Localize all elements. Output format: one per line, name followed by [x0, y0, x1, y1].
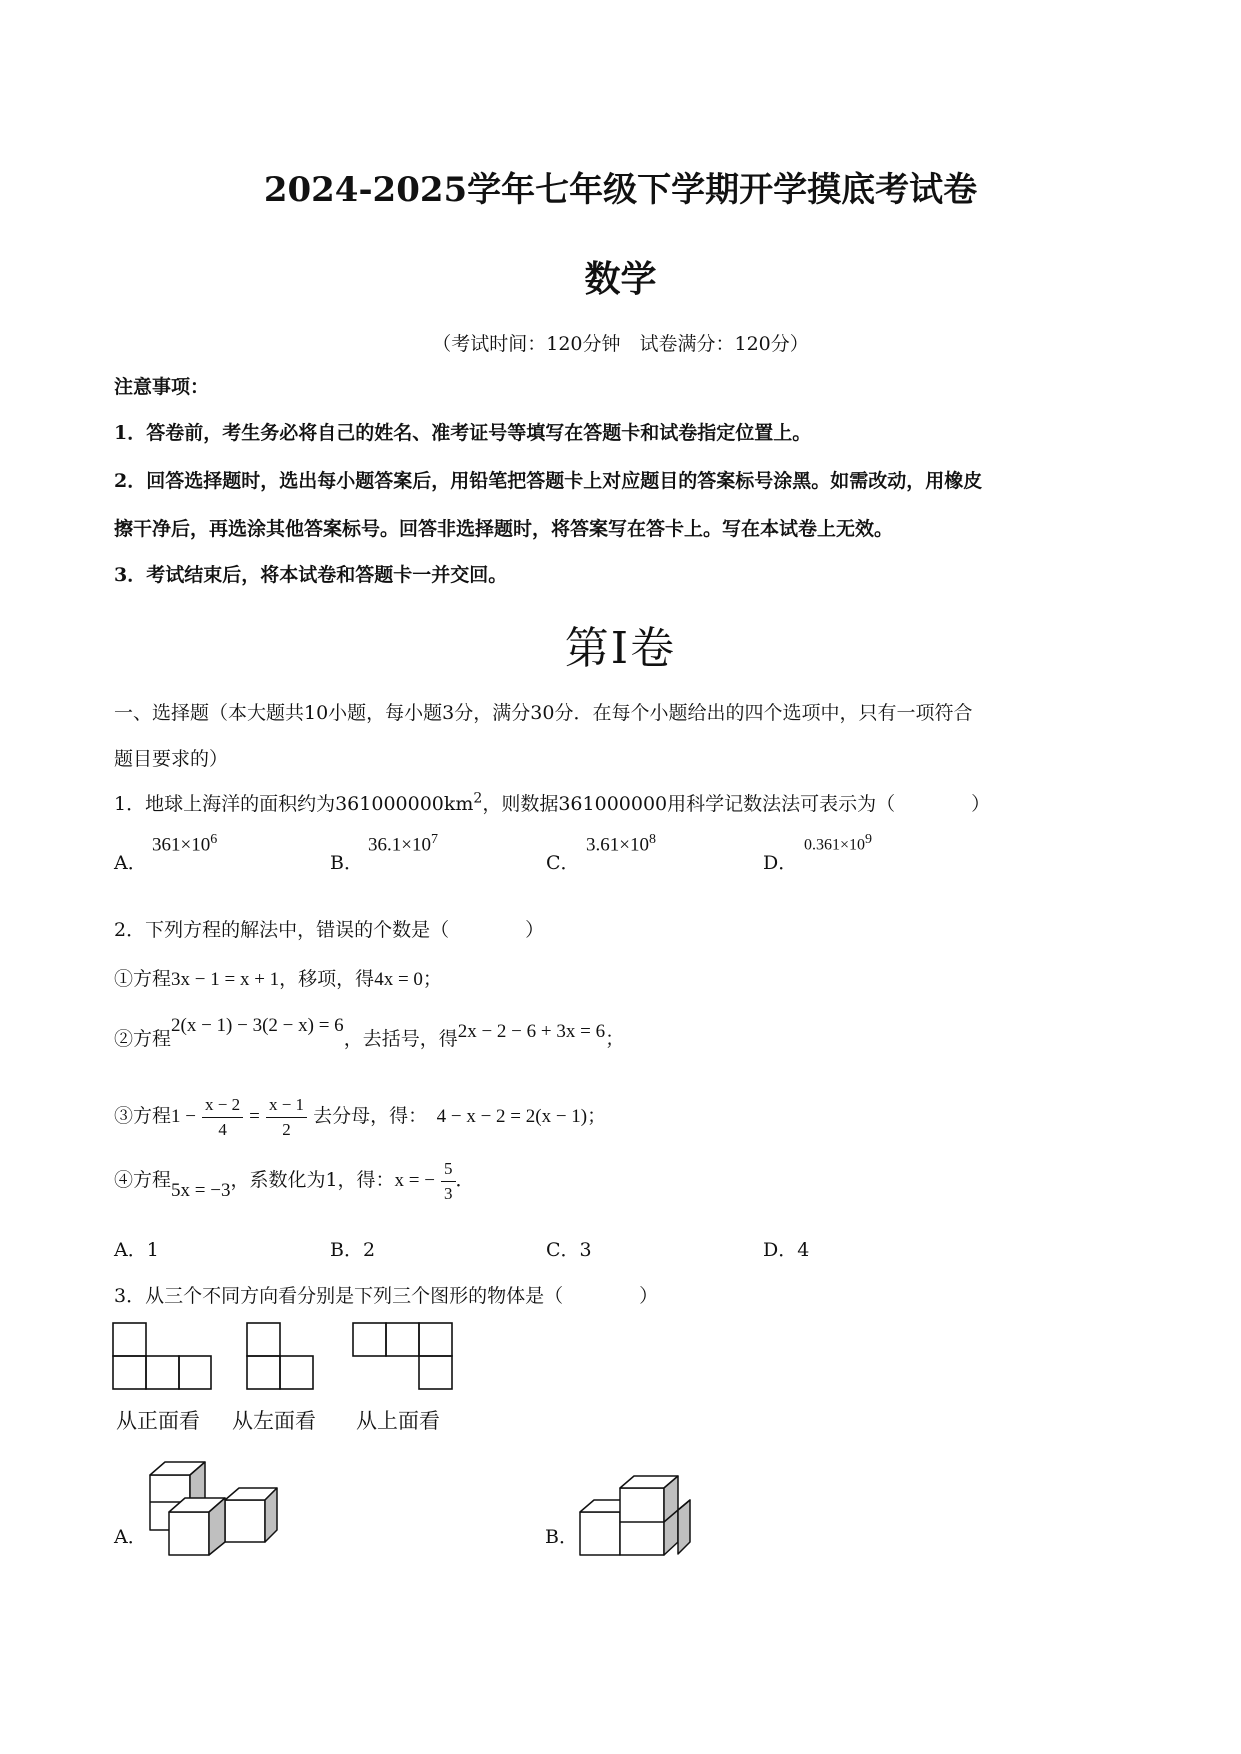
notice-item-2: 2．回答选择题时，选出每小题答案后，用铅笔把答题卡上对应题目的答案标号涂黑。如需改动，用橡皮	[114, 470, 983, 492]
q2-option-c[interactable]: C．3	[546, 1239, 592, 1261]
notice-heading: 注意事项：	[114, 376, 210, 398]
top-view-label: 从上面看	[356, 1409, 440, 1433]
q3-option-b[interactable]: B．	[545, 1526, 578, 1548]
q2-stem: 2．下列方程的解法中，错误的个数是（ ）	[114, 919, 545, 941]
exam-title: 2024-2025学年七年级下学期开学摸底考试卷	[263, 170, 978, 210]
q3-stem: 3．从三个不同方向看分别是下列三个图形的物体是（ ）	[114, 1285, 659, 1307]
q1-option-a-value: $361\times 10^6$	[152, 832, 218, 856]
exam-time-info: （考试时间：120分钟 试卷满分：120分）	[432, 333, 809, 355]
q2-option-d[interactable]: D．4	[763, 1239, 810, 1261]
q2-item-3-fraction-1: $\frac{x - 2}{4}$	[202, 1093, 243, 1142]
q1-stem: 1．地球上海洋的面积约为$361000000km^2$，则数据361000000用科学记数法法可表示为（ ）	[114, 790, 991, 815]
q1-option-c[interactable]: C．	[546, 852, 580, 874]
notice-item-1: 1．答卷前，考生务必将自己的姓名、准考证号等填写在答题卡和试卷指定位置上。	[114, 422, 812, 444]
q2-option-a[interactable]: A．1	[114, 1239, 159, 1261]
q2-item-3-fraction-2: $\frac{x - 1}{2}$	[266, 1093, 307, 1142]
q1-option-c-value: $3.61\times 10^8$	[586, 832, 656, 856]
q3-option-a[interactable]: A．	[114, 1526, 147, 1548]
volume-title: 第Ⅰ卷	[564, 623, 677, 674]
left-view-label: 从左面看	[232, 1409, 316, 1433]
section1-header: 一、选择题（本大题共10小题，每小题3分，满分30分．在每个小题给出的四个选项中，只有一项符合	[114, 702, 973, 724]
q2-item-3: ③方程1 − $\frac{x - 2}{4}$ = $\frac{x - 1}{2}$ 去分母，得： 4 − x − 2 = 2(x − 1)；	[114, 1086, 606, 1147]
q1-option-d[interactable]: D．	[763, 852, 798, 874]
top-view-diagram	[352, 1322, 456, 1392]
q2-item-4-fraction: $\frac{5}{3}$	[441, 1157, 456, 1206]
notice-item-3: 3．考试结束后，将本试卷和答题卡一并交回。	[114, 564, 508, 586]
q2-item-2: ②方程2(x − 1) − 3(2 − x) = 6，去括号，得2x − 2 − 6 + 3x = 6；	[114, 1015, 625, 1050]
q1-option-a[interactable]: A．	[114, 852, 147, 874]
q1-option-b[interactable]: B．	[330, 852, 363, 874]
q3-option-b-cubes[interactable]	[578, 1460, 718, 1570]
section1-header-cont: 题目要求的）	[114, 748, 229, 770]
q1-option-d-value: 0.361×109	[804, 832, 873, 854]
q3-option-a-cubes[interactable]	[145, 1460, 280, 1570]
front-view-label: 从正面看	[116, 1409, 200, 1433]
q2-item-1: ①方程3x − 1 = x + 1，移项，得4x = 0；	[114, 968, 442, 990]
q2-item-4: ④方程5x = −3，系数化为1，得：x = − $\frac{5}{3}$ ．	[114, 1150, 475, 1211]
left-view-diagram	[246, 1322, 316, 1392]
q1-option-b-value: $36.1\times 10^7$	[368, 832, 438, 856]
q2-option-b[interactable]: B．2	[330, 1239, 376, 1261]
notice-item-2-cont: 擦干净后，再选涂其他答案标号。回答非选择题时，将答案写在答卡上。写在本试卷上无效。	[114, 518, 894, 540]
subject-title: 数学	[584, 258, 657, 300]
front-view-diagram	[112, 1322, 212, 1392]
